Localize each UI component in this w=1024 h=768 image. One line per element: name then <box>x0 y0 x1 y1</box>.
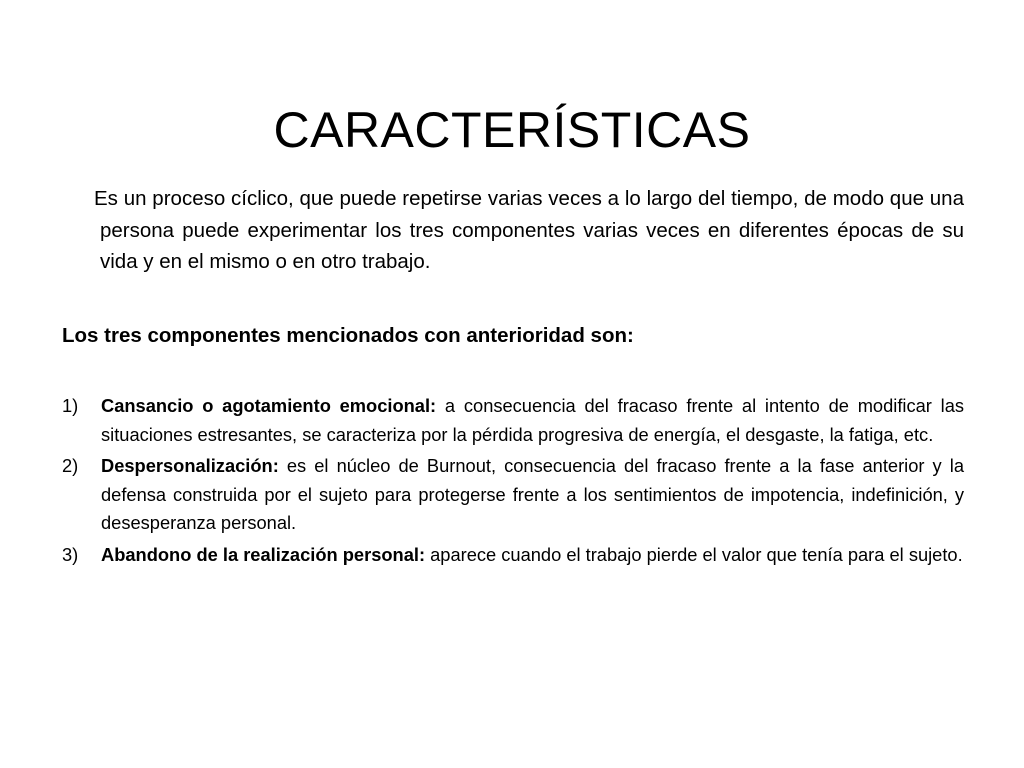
list-item <box>62 541 964 570</box>
list-item-text: aparece cuando el trabajo pierde el valor que tenía para el sujeto. <box>425 543 963 565</box>
list-item <box>62 392 964 449</box>
list-item-number: 3) <box>62 543 79 565</box>
list-item-text: es el núcleo de Burnout, consecuencia del fracaso frente a la fase anterior y la defensa construida por el sujeto para protegerse frente a los sentimientos de impotencia, indefinición, y desesperanza personal. <box>101 455 964 533</box>
slide-title: CARACTERÍSTICAS <box>273 101 751 158</box>
list-item-number: 1) <box>62 395 79 416</box>
list-item <box>62 452 964 538</box>
intro-paragraph: Es un proceso cíclico, que puede repetirse varias veces a lo largo del tiempo, de modo que una persona puede experimentar los tres componentes varias veces en diferentes épocas de su vida y en el mismo o en otro trabajo. <box>94 187 964 273</box>
list-item-text: a consecuencia del fracaso frente al intento de modificar las situaciones estresantes, se caracteriza por la pérdida progresiva de energía, el desgaste, la fatiga, etc. <box>101 395 965 445</box>
components-list <box>62 392 964 572</box>
list-item-term: Despersonalización: <box>101 455 279 476</box>
list-item-term: Abandono de la realización personal: <box>101 543 426 565</box>
list-item-term: Cansancio o agotamiento emocional: <box>101 395 437 416</box>
list-item-number: 2) <box>62 455 79 476</box>
components-heading: Los tres componentes mencionados con anterioridad son: <box>62 324 634 347</box>
